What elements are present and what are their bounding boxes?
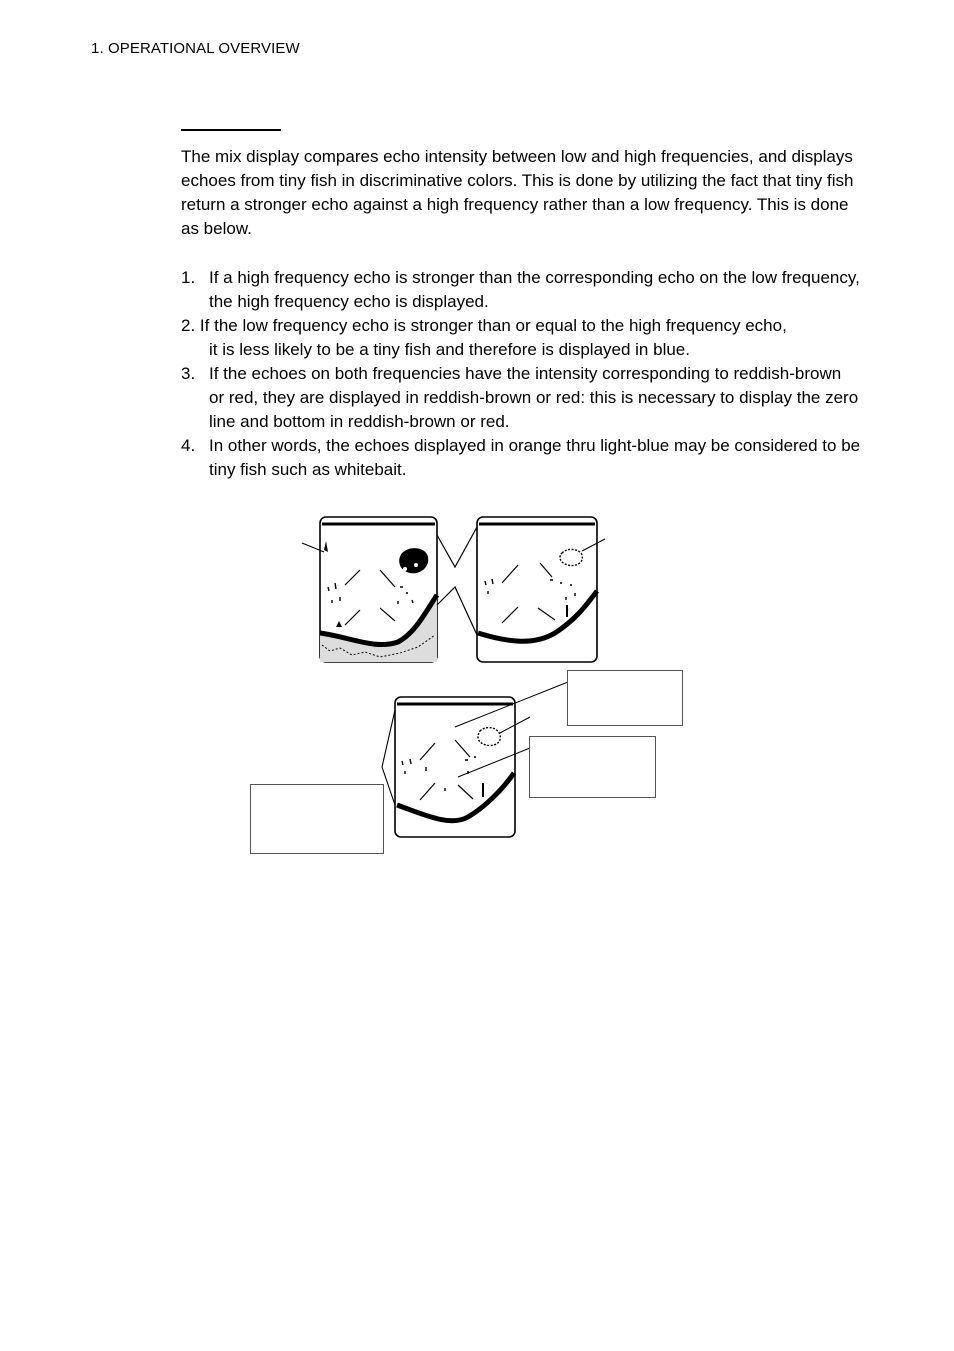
step-text: If the echoes on both frequencies have the intensity corresponding to reddish-brown or red, they are displayed in reddish-brown or red: this is necessary to display the zero line and bottom in reddish-brown or red. (209, 364, 859, 431)
step-number: 3. (181, 364, 196, 383)
section-header: 1. OPERATIONAL OVERVIEW (91, 40, 300, 57)
intro-paragraph: The mix display compares echo intensity between low and high frequencies, and displays echoes from tiny fish in discriminative colors. This is done by utilizing the fact that tiny fish return a stronger echo against a high frequency rather than a low frequency. This is done as below. (181, 147, 854, 238)
step-item (181, 362, 861, 434)
mix-display-illustration (240, 505, 700, 865)
step-item (181, 314, 861, 362)
heading-rule (181, 129, 281, 131)
callout-box (529, 736, 656, 798)
step-item (181, 434, 861, 482)
step-item (181, 266, 861, 314)
mix-display-steps (181, 266, 861, 482)
step-text: If the low frequency echo is stronger than or equal to the high frequency echo, (199, 316, 787, 335)
step-number: 4. (181, 436, 196, 455)
callout-box (250, 784, 384, 854)
low-frequency-echogram (302, 517, 437, 662)
mix-display-echogram (395, 697, 515, 837)
step-text-continued: it is less likely to be a tiny fish and therefore is displayed in blue. (209, 340, 690, 359)
step-text: In other words, the echoes displayed in orange thru light-blue may be considered to be tiny fish such as whitebait. (209, 436, 861, 479)
step-text: If a high frequency echo is stronger than the corresponding echo on the low frequency, the high frequency echo is displayed. (209, 268, 860, 311)
step-number: 2. (181, 316, 196, 335)
high-frequency-echogram (477, 517, 605, 662)
step-number: 1. (181, 268, 196, 287)
callout-box (567, 670, 683, 726)
